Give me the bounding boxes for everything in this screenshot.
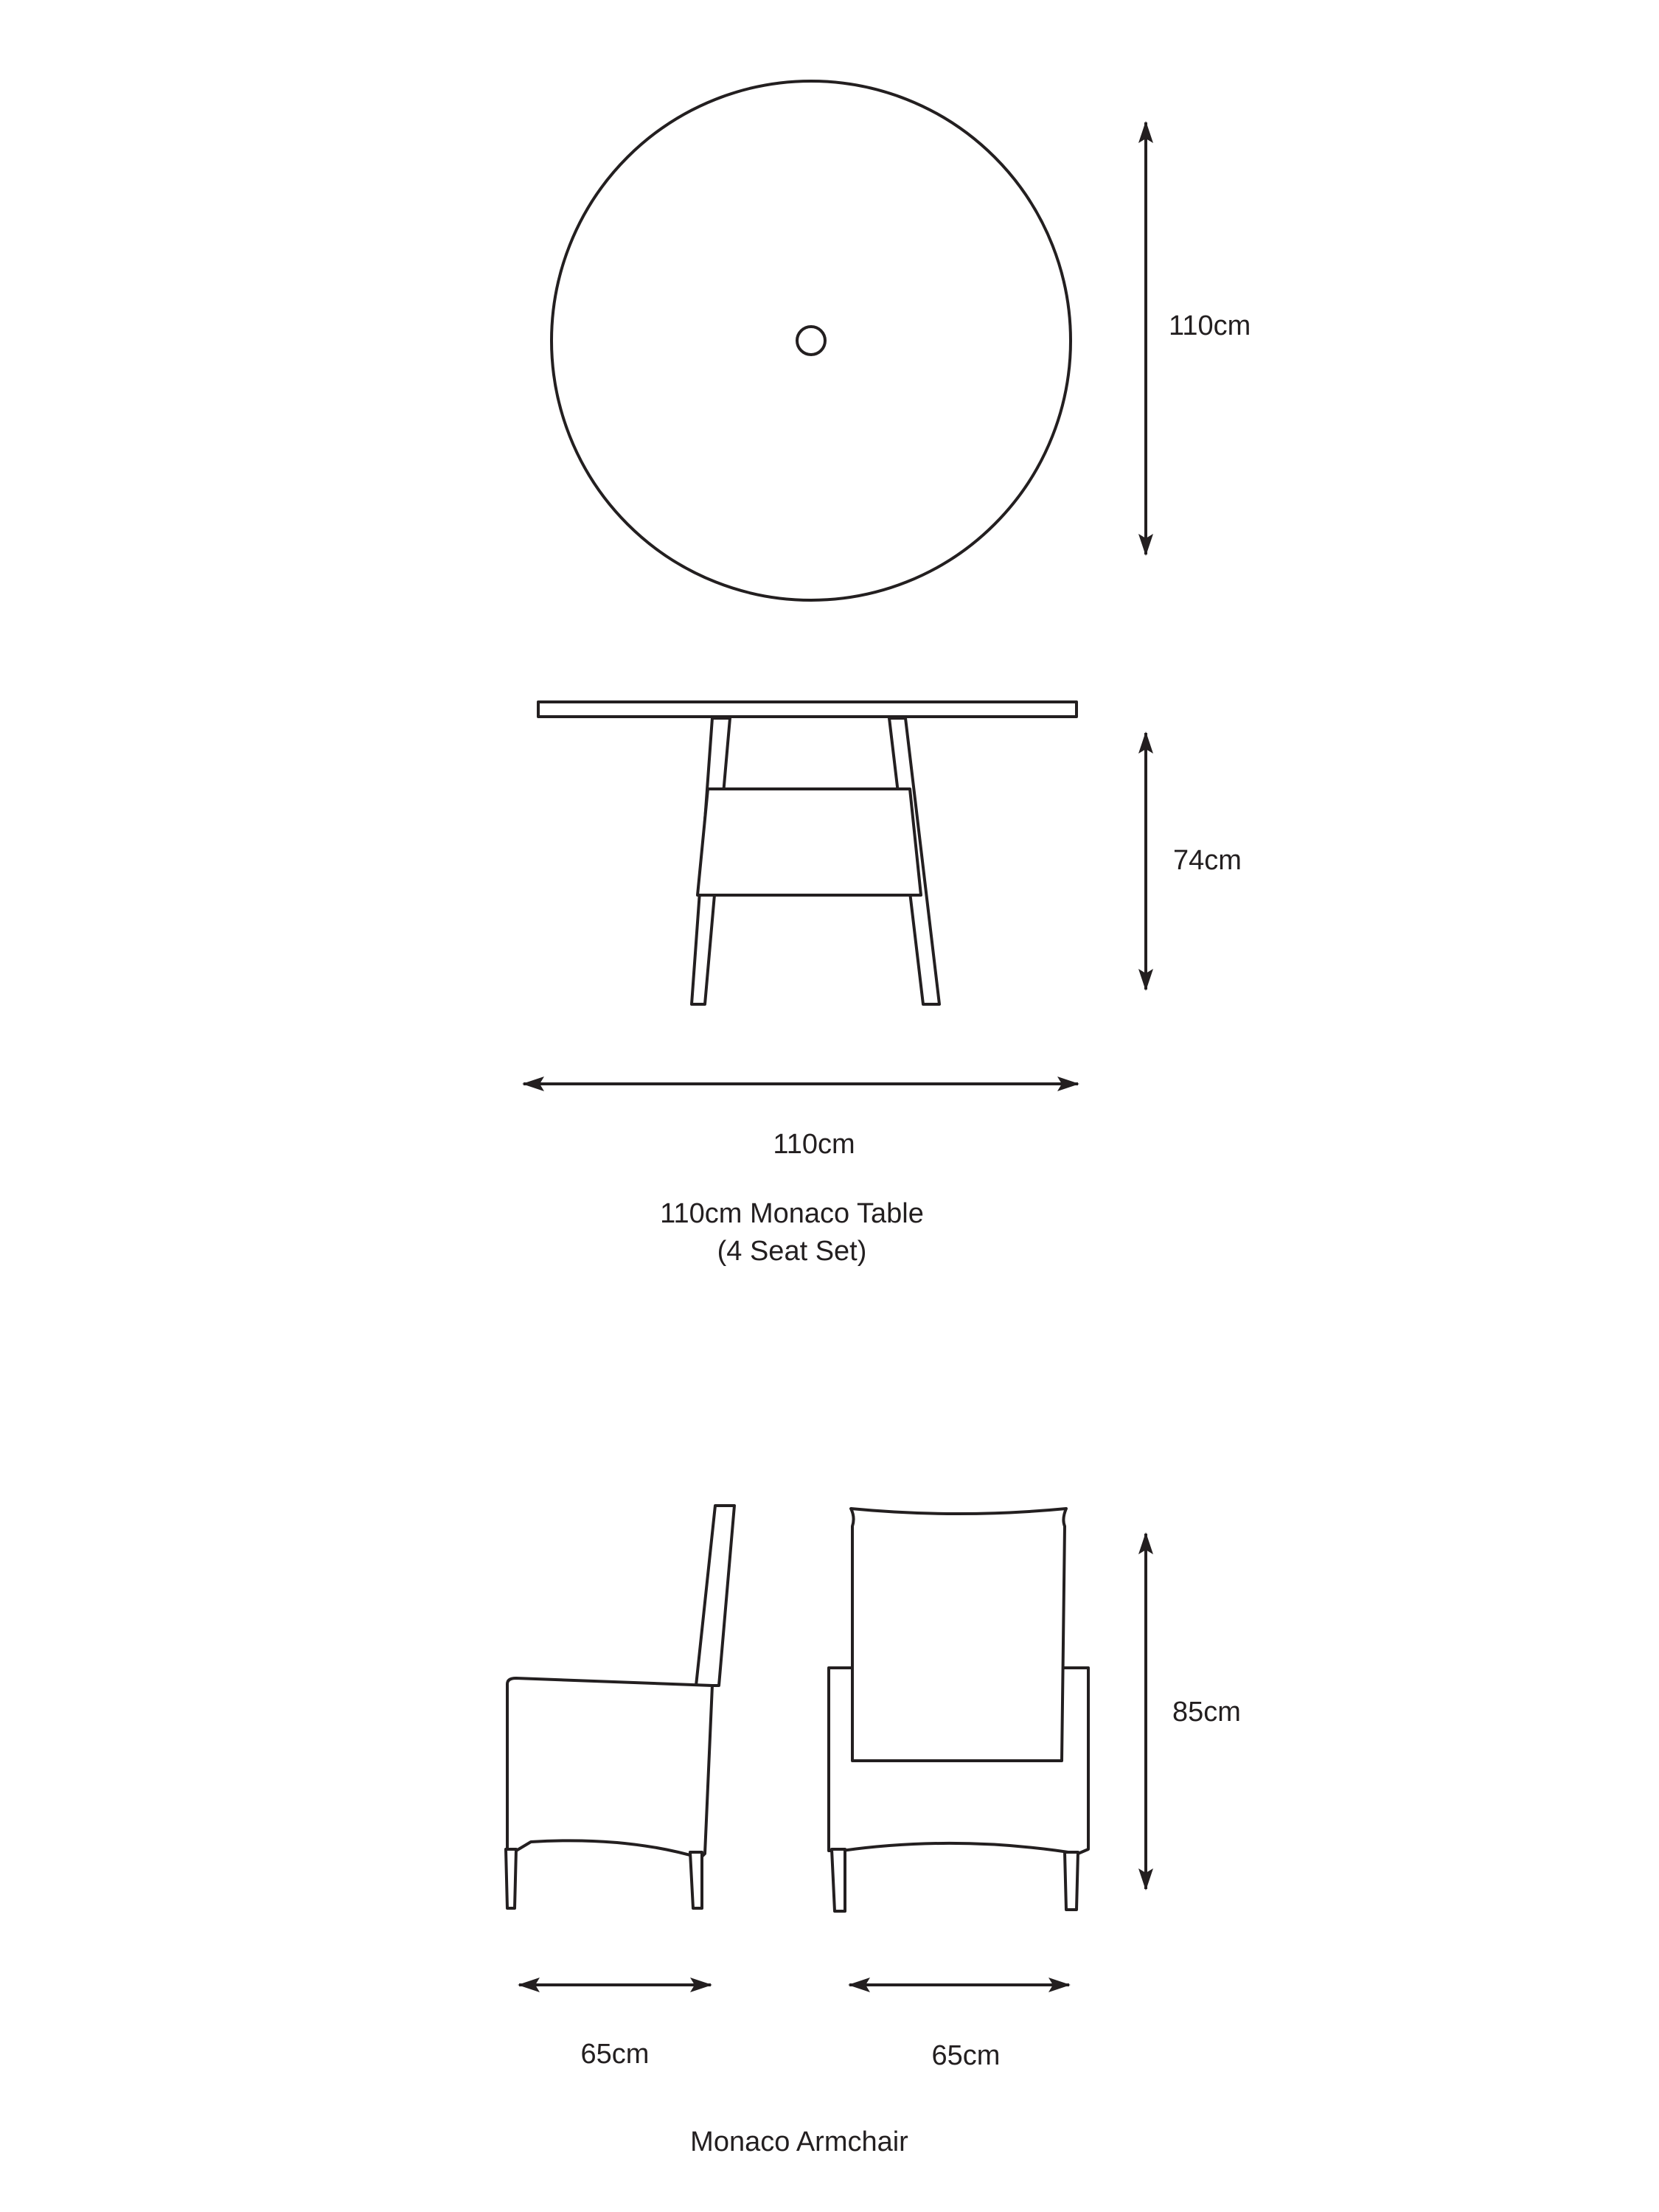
armchair-front-leg-left xyxy=(832,1849,845,1911)
table-width-label: 110cm xyxy=(773,1129,855,1160)
armchair-caption: Monaco Armchair xyxy=(690,2126,908,2157)
table-caption-line1: 110cm Monaco Table xyxy=(660,1198,924,1229)
armchair-height-label: 85cm xyxy=(1172,1697,1241,1728)
armchair-front-backrest xyxy=(851,1509,1066,1761)
table-caption-line2: (4 Seat Set) xyxy=(717,1236,867,1267)
armchair-side-leg-back xyxy=(690,1852,702,1908)
table-top-view xyxy=(552,81,1071,600)
armchair-depth-label: 65cm xyxy=(580,2039,650,2070)
armchair-side-view xyxy=(506,1506,734,1908)
table-depth-label: 110cm xyxy=(1169,310,1251,341)
armchair-side-backrest xyxy=(696,1506,734,1686)
armchair-front-leg-right xyxy=(1065,1852,1078,1910)
table-side-view xyxy=(538,702,1077,1004)
armchair-width-label: 65cm xyxy=(931,2040,1001,2071)
table-height-label: 74cm xyxy=(1173,845,1242,876)
armchair-side-body xyxy=(507,1678,712,1858)
parasol-hole xyxy=(797,327,825,355)
armchair-side-leg-front xyxy=(506,1849,516,1908)
table-top-slab xyxy=(538,702,1077,717)
armchair-front-view xyxy=(829,1509,1088,1911)
table-base-panel xyxy=(698,789,921,895)
